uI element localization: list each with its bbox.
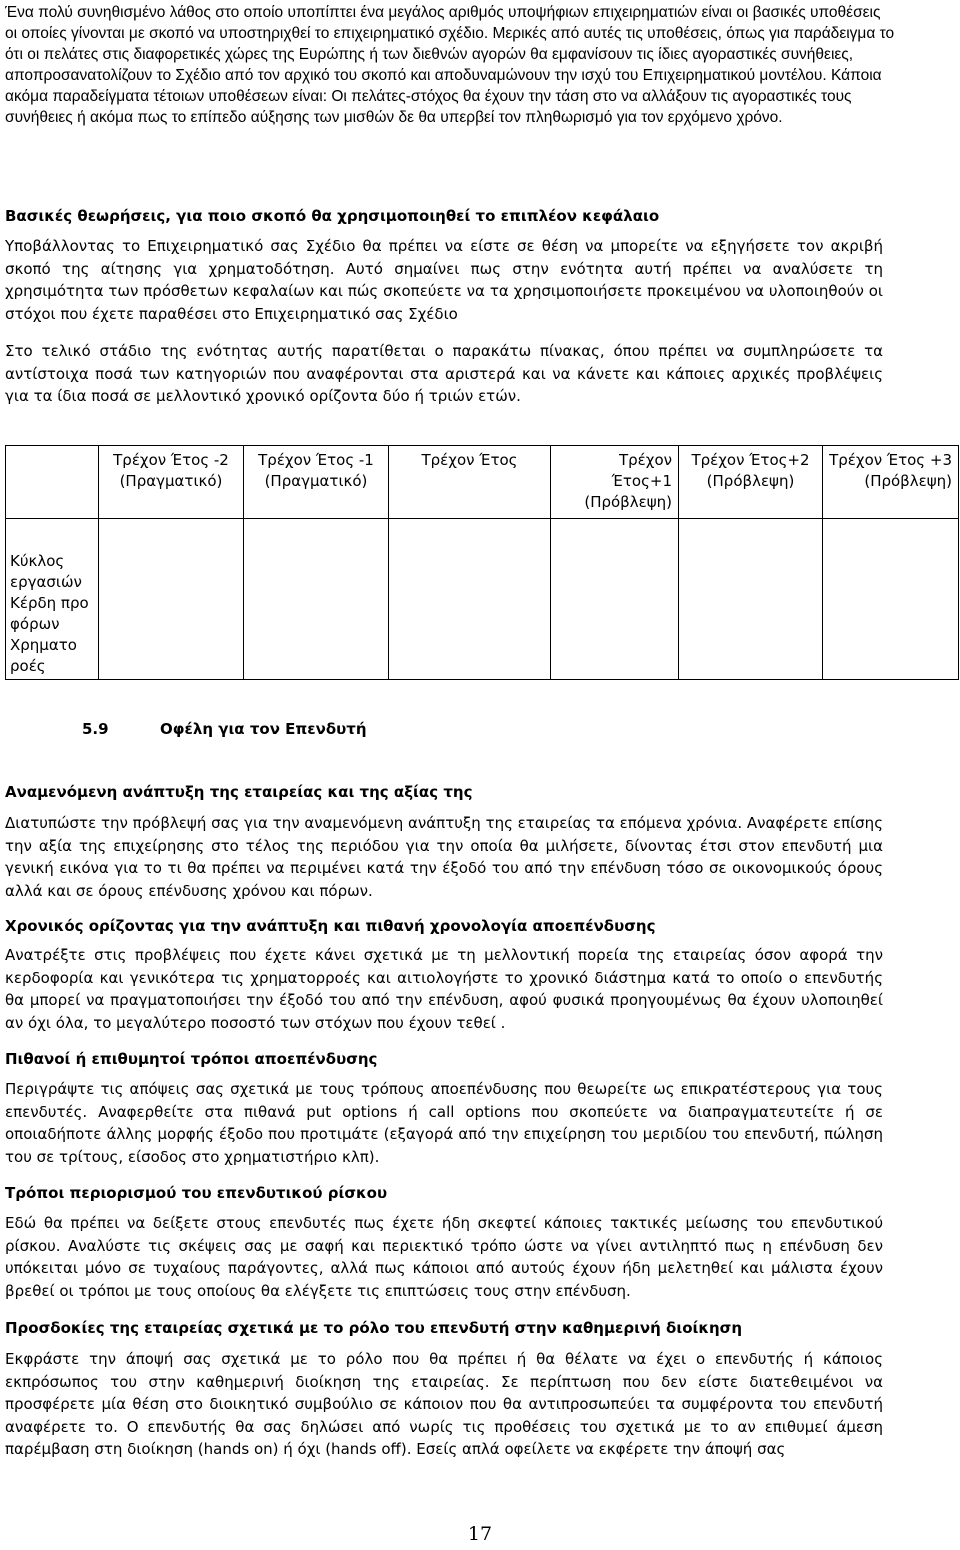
row-label: Χρηματο ροές: [10, 636, 77, 675]
row-labels-cell: [6, 519, 99, 680]
table-corner-cell: [6, 446, 99, 519]
column-header: Τρέχον Έτος+2 (Πρόβλεψη): [679, 446, 823, 519]
table-cell[interactable]: [99, 519, 244, 680]
intro-paragraph: Ένα πολύ συνηθισμένο λάθος στο οποίο υποπίπτει ένα μεγάλος αριθμός υποψήφιων επιχειρηματιών είναι οι βασικές υποθέσεις οι οποίες γίνονται με σκοπό να υποστηριχθεί το επιχειρηματικό σχέδιο. Μερικές από αυτές τις υποθέσεις, όπως για παράδειγμα το ότι οι πελάτες στις διαφορετικές χώρες της Ευρώπης ή των διεθνών αγορών θα εμφανίσουν τις ίδιες αγοραστικές συνήθειες, αποπροσανατολίζουν το Σχέδιο από τον αρχικό του σκοπό και αποδυναμώνουν την ισχύ του Επιχειρηματικού μοντέλου. Κάποια ακόμα παραδείγματα τέτοιων υποθέσεων είναι: Οι πελάτες-στόχος θα έχουν την τάση στο να αλλάξουν τις αγοραστικές τους συνήθειες ή ακόμα πως το επίπεδο αύξησης των μισθών δε θα υπερβεί τον πληθωρισμό για τον ερχόμενο χρόνο.: [5, 4, 895, 126]
exit-paragraph: Περιγράψτε τις απόψεις σας σχετικά με τους τρόπους αποεπένδυσης που θεωρείτε ως επικρατέστερους για τους επενδυτές. Αναφερθείτε στα πιθανά put options ή call options που σκοπεύετε να διαπραγματευτείτε ή σε οποιαδήποτε άλλης μορφής έξοδο που προτιμάτε (εξαγορά από την επιχείρηση του μεριδίου του επενδυτή, πώληση του σε τρίτους, είσοδος στο χρηματιστήριο κλπ).: [5, 1080, 883, 1166]
table-cell[interactable]: [823, 519, 959, 680]
exit-heading: Πιθανοί ή επιθυμητοί τρόποι αποεπένδυσης: [5, 1050, 378, 1068]
financial-table: [5, 445, 959, 680]
assumptions-heading: Βασικές θεωρήσεις, για ποιο σκοπό θα χρησιμοποιηθεί το επιπλέον κεφάλαιο: [5, 207, 660, 225]
table-header-row: [6, 446, 959, 519]
column-header: Τρέχον Έτος -1 (Πραγματικό): [244, 446, 389, 519]
growth-paragraph: Διατυπώστε την πρόβλεψή σας για την αναμενόμενη ανάπτυξη της εταιρείας τα επόμενα χρόνια. Αναφέρετε επίσης την αξία της επιχείρησης στο τέλος της περιόδου για την οποία θα μιλήσετε, δίνοντας έτσι στον επενδυτή μια γενική εικόνα για το τι θα πρέπει να περιμένει κατά την έξοδό του από την επένδυση τόσο σε οικονομικούς όρους αλλά και σε όρους επένδυσης χρόνου και πόρων.: [5, 814, 883, 900]
section-title: Οφέλη για τον Επενδυτή: [160, 720, 367, 738]
horizon-paragraph: Ανατρέξτε στις προβλέψεις που έχετε κάνει σχετικά με τη μελλοντική πορεία της εταιρείας όσον αφορά την κερδοφορία και γενικότερα τις χρηματορροές και αιτιολογήστε το χρονικό διάστημα κατά το οποίο ο επενδυτής θα μπορεί να πραγματοποιήσει την έξοδό του από την επένδυση, αφού φυσικά προηγουμένως θα έχουν υλοποιηθεί αν όχι όλα, το μεγαλύτερο ποσοστό των στόχων που έχουν τεθεί .: [5, 946, 883, 1032]
risk-heading: Τρόποι περιορισμού του επενδυτικού ρίσκου: [5, 1184, 388, 1202]
table-cell[interactable]: [389, 519, 551, 680]
table-body-row: [6, 519, 959, 680]
section-heading: [82, 720, 367, 738]
role-paragraph: Εκφράστε την άποψή σας σχετικά με το ρόλο που θα πρέπει ή θα θέλατε να έχει ο επενδυτής ή κάποιος εκπρόσωπος του στην καθημερινή διοίκηση της εταιρείας. Σε περίπτωση που δεν είστε διατεθειμένοι να προσφέρετε μία θέση στο διοικητικό συμβούλιο σε κάποιον που θα αντιπροσωπεύει τα συμφέροντα του επενδυτή αναφέρετε το. Ο επενδυτής θα σας δηλώσει από νωρίς τις προθέσεις του σχετικά με το αν επιθυμεί άμεση παρέμβαση στη διοίκηση (hands on) ή όχι (hands off). Εσείς απλά οφείλετε να εκφέρετε την άποψή σας: [5, 1350, 883, 1458]
column-header: Τρέχον Έτος: [389, 446, 551, 519]
page-number: 17: [467, 1523, 493, 1545]
row-label: Κέρδη προ φόρων: [10, 594, 89, 633]
column-header: Τρέχον Έτος +3 (Πρόβλεψη): [823, 446, 959, 519]
assumptions-paragraph-2: Στο τελικό στάδιο της ενότητας αυτής παρατίθεται ο παρακάτω πίνακας, όπου πρέπει να συμπληρώσετε τα αντίστοιχα ποσά των κατηγοριών που αναφέρονται στα αριστερά και να κάνετε και κάποιες αρχικές προβλέψεις για τα ίδια ποσά σε μελλοντικό χρονικό ορίζοντα δύο ή τριών ετών.: [5, 342, 883, 405]
row-label: Κύκλος εργασιών: [10, 552, 82, 591]
table-cell[interactable]: [679, 519, 823, 680]
column-header: Τρέχον Έτος+1 (Πρόβλεψη): [551, 446, 679, 519]
role-heading: Προσδοκίες της εταιρείας σχετικά με το ρόλο του επενδυτή στην καθημερινή διοίκηση: [5, 1319, 743, 1337]
horizon-heading: Χρονικός ορίζοντας για την ανάπτυξη και πιθανή χρονολογία αποεπένδυσης: [5, 917, 656, 935]
table-cell[interactable]: [551, 519, 679, 680]
section-number: 5.9: [82, 720, 109, 738]
table-cell[interactable]: [244, 519, 389, 680]
assumptions-paragraph-1: Υποβάλλοντας το Επιχειρηματικό σας Σχέδιο θα πρέπει να είστε σε θέση να μπορείτε να εξηγήσετε τον ακριβή σκοπό της αίτησης για χρηματοδότηση. Αυτό σημαίνει πως στην ενότητα αυτή πρέπει να αναλύσετε τη χρησιμότητα των πρόσθετων κεφαλαίων και πώς σκοπεύετε να τα χρησιμοποιήσετε προκειμένου να υλοποιηθούν οι στόχοι που έχετε παραθέσει στο Επιχειρηματικό σας Σχέδιο: [5, 237, 883, 323]
risk-paragraph: Εδώ θα πρέπει να δείξετε στους επενδυτές πως έχετε ήδη σκεφτεί κάποιες τακτικές μείωσης του επενδυτικού ρίσκου. Αναλύστε τις σκέψεις σας με σαφή και περιεκτικό τρόπο ώστε να γίνει αντιληπτό πως η επένδυση δεν υπόκειται μόνο σε τυχαίους παράγοντες, αλλά πως κάποιοι από αυτούς έχουν ήδη μελετηθεί και μάλιστα έχουν βρεθεί οι τρόποι με τους οποίους θα ελέγξετε τις επιπτώσεις τους στην επένδυση.: [5, 1214, 883, 1300]
column-header: Τρέχον Έτος -2 (Πραγματικό): [99, 446, 244, 519]
growth-heading: Αναμενόμενη ανάπτυξη της εταιρείας και της αξίας της: [5, 783, 473, 801]
